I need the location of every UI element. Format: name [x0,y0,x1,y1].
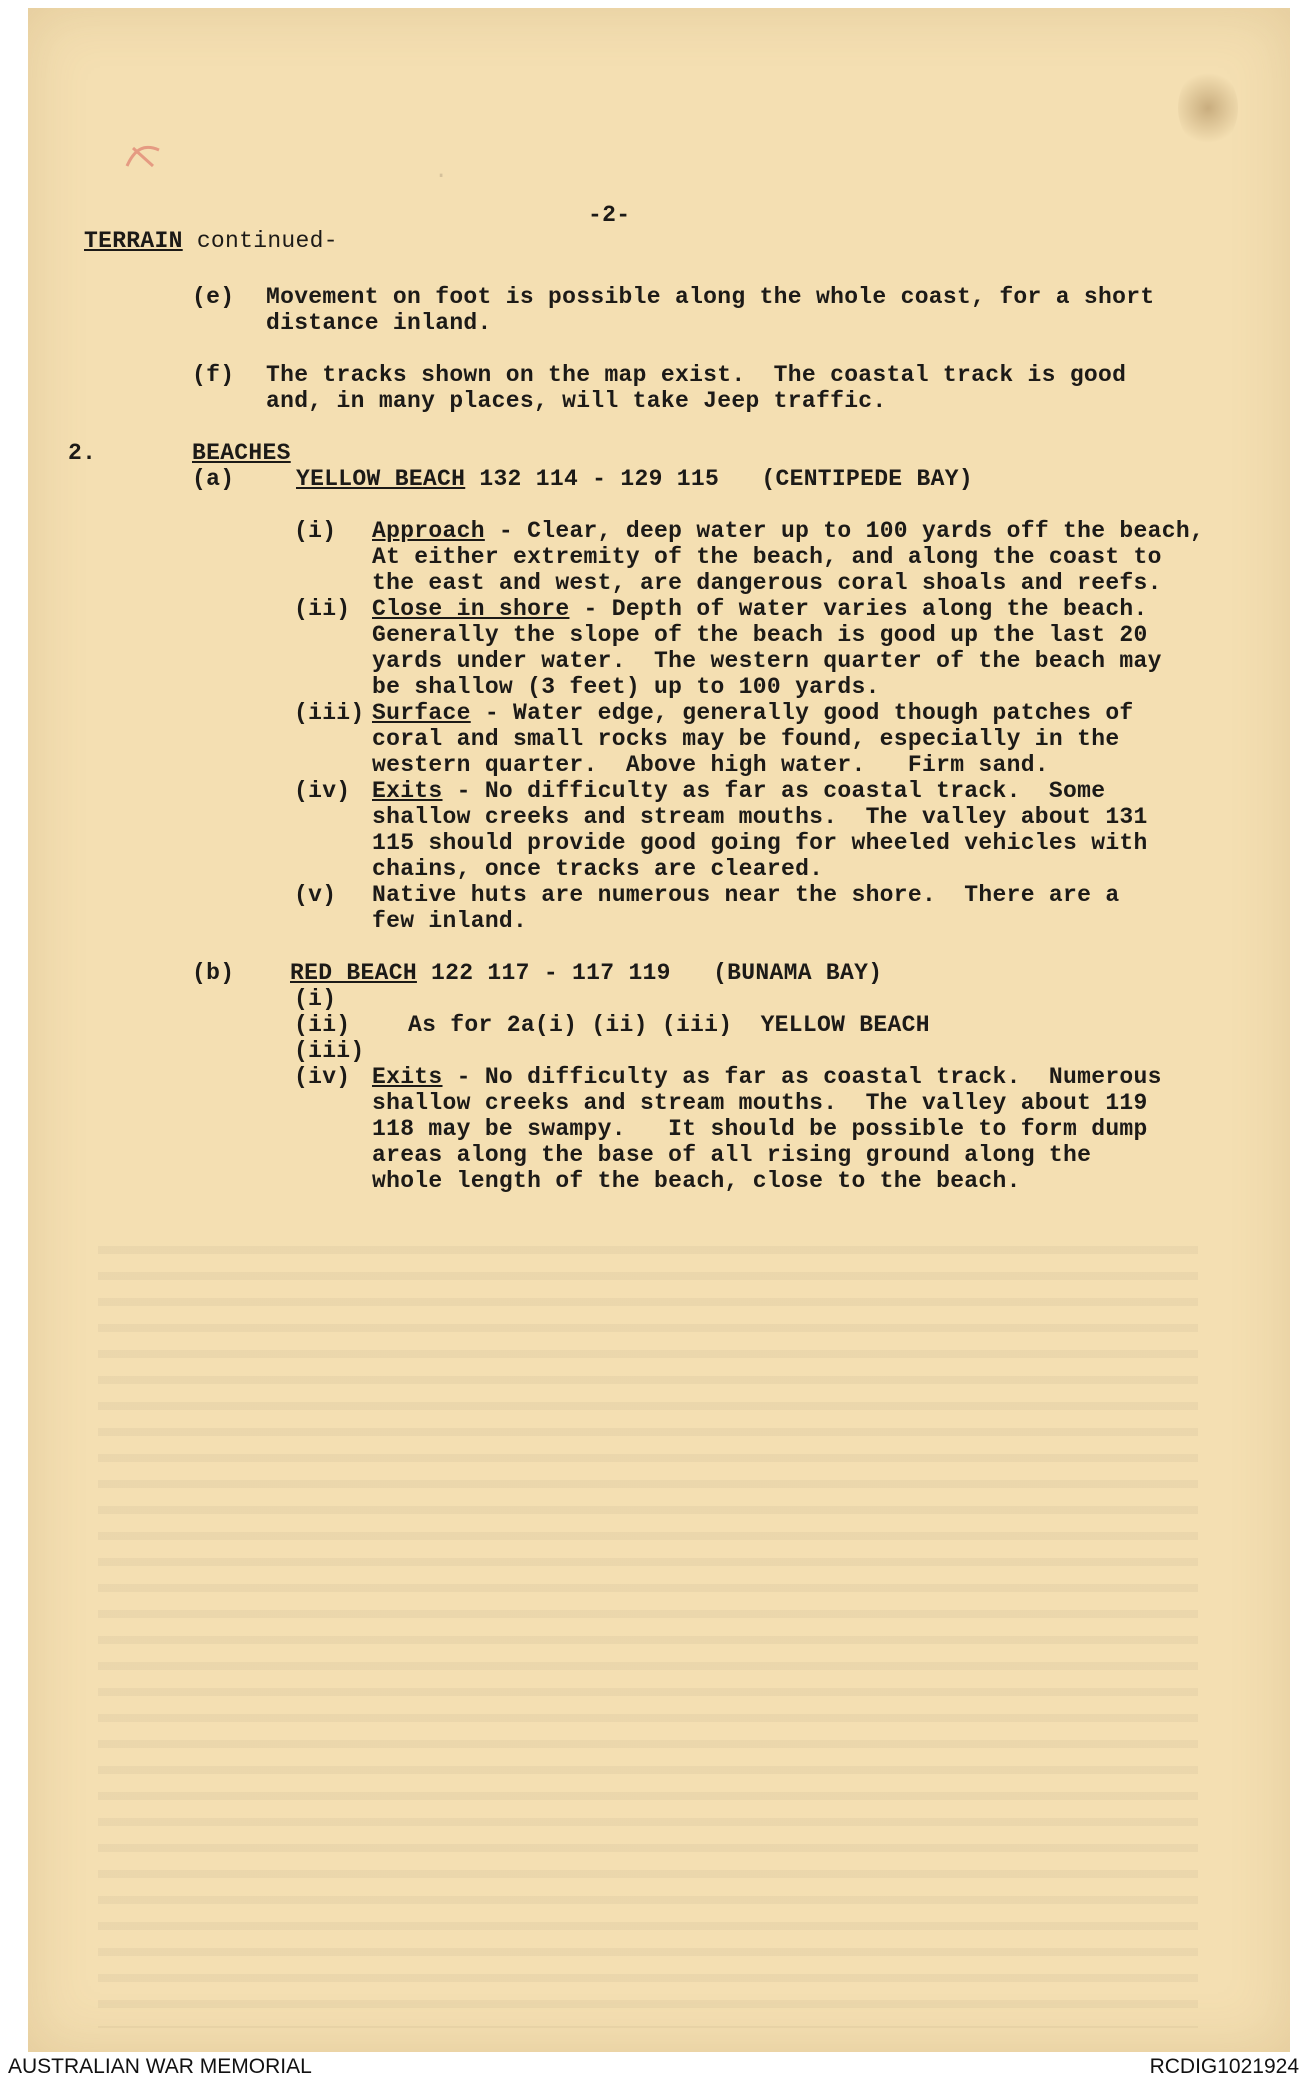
footer-catalogue-id: RCDIG1021924 [1149,2055,1299,2078]
same-as-ref: 2a(i) (ii) (iii) [506,1012,733,1038]
item-marker: (v) [294,882,337,908]
terrain-item-line: Movement on foot is possible along the whole coast, for a short [266,284,1155,310]
typed-text-area [28,8,1290,2052]
item-line: areas along the base of all rising ground along the [372,1142,1092,1168]
item-label: Close in shore [372,596,570,622]
item-label: Exits [372,778,443,804]
item-marker: (i) [294,986,337,1012]
item-line: be shallow (3 feet) up to 100 yards. [372,674,880,700]
item-text: - No difficulty as far as coastal track. Numerous [442,1064,1162,1090]
item-line: coral and small rocks may be found, especially in the [372,726,1120,752]
same-as-line [408,1012,930,1038]
terrain-item-marker: (f) [192,362,235,388]
item-marker: (i) [294,518,337,544]
item-marker: (iii) [294,700,365,726]
item-line [372,1064,1162,1090]
item-label: Exits [372,1064,443,1090]
item-text: - Depth of water varies along the beach. [569,596,1148,622]
same-as-beach: YELLOW BEACH [760,1012,930,1038]
item-line [372,518,1204,544]
terrain-heading: TERRAIN [84,228,183,254]
item-line [372,778,1105,804]
terrain-heading-line [84,228,338,254]
section-number: 2. [68,440,97,466]
terrain-continued: continued- [182,228,338,254]
red-beach-place: (BUNAMA BAY) [713,960,883,986]
red-pen-mark [123,140,165,170]
item-marker: (iii) [294,1038,365,1064]
page-number: -2- [588,202,631,228]
red-beach-title [290,960,882,986]
beach-marker: (a) [192,466,235,492]
item-line: western quarter. Above high water. Firm sand. [372,752,1049,778]
item-text: - Clear, deep water up to 100 yards off the beach, [484,518,1205,544]
item-label: Surface [372,700,471,726]
item-line: Native huts are numerous near the shore. There are a [372,882,1120,908]
terrain-item-marker: (e) [192,284,235,310]
item-marker: (ii) [294,1012,351,1038]
item-line: 118 may be swampy. It should be possible to form dump [372,1116,1148,1142]
yellow-beach-name: YELLOW BEACH [296,466,466,492]
yellow-beach-place: (CENTIPEDE BAY) [761,466,973,492]
red-beach-ref: 122 117 - 117 119 [416,960,671,986]
item-label: Approach [372,518,485,544]
beaches-heading: BEACHES [192,440,291,466]
yellow-beach-ref: 132 114 - 129 115 [465,466,720,492]
item-marker: (ii) [294,596,351,622]
item-line: Generally the slope of the beach is good up the last 20 [372,622,1148,648]
red-beach-name: RED BEACH [290,960,417,986]
terrain-item-line: and, in many places, will take Jeep traffic. [266,388,887,414]
item-line: At either extremity of the beach, and along the coast to [372,544,1162,570]
item-text: - No difficulty as far as coastal track. Some [442,778,1106,804]
item-line: 115 should provide good going for wheeled vehicles with [372,830,1148,856]
item-line [372,700,1134,726]
terrain-item-line: distance inland. [266,310,492,336]
footer-institution: AUSTRALIAN WAR MEMORIAL [8,2055,312,2078]
item-line [372,596,1148,622]
item-line: the east and west, are dangerous coral shoals and reefs. [372,570,1162,596]
document-page [28,8,1290,2052]
item-line: chains, once tracks are cleared. [372,856,824,882]
item-text: - Water edge, generally good though patches of [470,700,1134,726]
yellow-beach-title [296,466,973,492]
item-line: whole length of the beach, close to the beach. [372,1168,1021,1194]
item-line: few inland. [372,908,528,934]
bleed-through-block [98,1228,1198,2028]
beach-marker: (b) [192,960,235,986]
item-line: yards under water. The western quarter of the beach may [372,648,1162,674]
archive-footer [0,2052,1307,2082]
terrain-item-line: The tracks shown on the map exist. The coastal track is good [266,362,1127,388]
same-as-prefix: As for [408,1012,507,1038]
item-marker: (iv) [294,1064,351,1090]
bleed-through: . [434,158,448,184]
item-line: shallow creeks and stream mouths. The valley about 119 [372,1090,1148,1116]
item-marker: (iv) [294,778,351,804]
item-line: shallow creeks and stream mouths. The valley about 131 [372,804,1148,830]
